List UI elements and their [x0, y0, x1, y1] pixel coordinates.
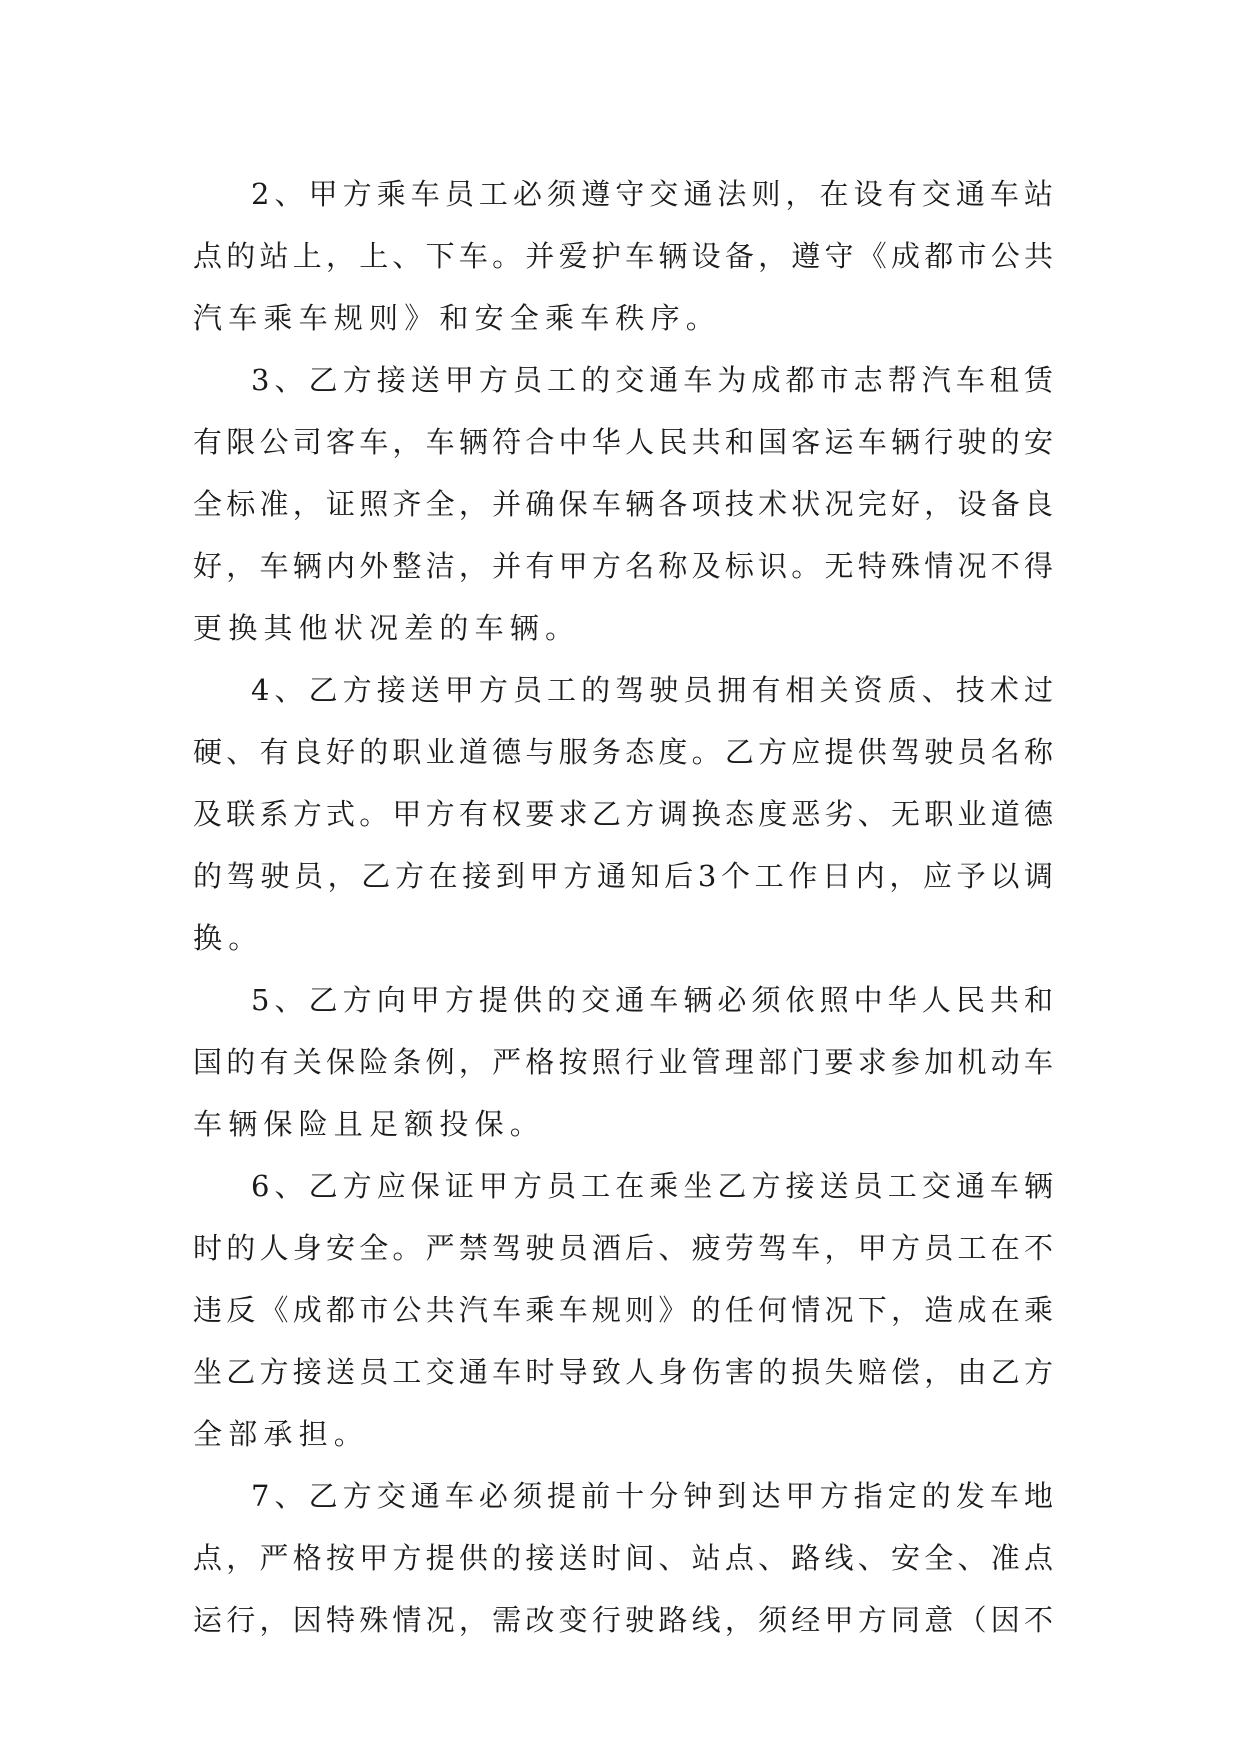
text-line: 全部承担。 — [193, 1417, 370, 1451]
text-line: 点的站上，上、下车。并爱护车辆设备，遵守《成都市公共 — [193, 239, 1053, 273]
text-line: 2、甲方乘车员工必须遵守交通法则，在设有交通车站 — [251, 177, 1053, 211]
text-line: 汽车乘车规则》和安全乘车秩序。 — [193, 301, 722, 335]
paragraph-2 — [193, 163, 1053, 349]
text-line: 违反《成都市公共汽车乘车规则》的任何情况下，造成在乘 — [193, 1293, 1053, 1327]
text-line: 好，车辆内外整洁，并有甲方名称及标识。无特殊情况不得 — [193, 549, 1053, 583]
text-line: 换。 — [193, 921, 264, 955]
text-line: 的驾驶员，乙方在接到甲方通知后3个工作日内，应予以调 — [193, 859, 1053, 893]
paragraph-5 — [193, 969, 1053, 1155]
paragraph-4 — [193, 659, 1053, 969]
text-line: 点，严格按甲方提供的接送时间、站点、路线、安全、准点 — [193, 1541, 1053, 1575]
text-line: 全标准，证照齐全，并确保车辆各项技术状况完好，设备良 — [193, 487, 1053, 521]
text-line: 4、乙方接送甲方员工的驾驶员拥有相关资质、技术过 — [251, 673, 1053, 707]
text-line: 坐乙方接送员工交通车时导致人身伤害的损失赔偿，由乙方 — [193, 1355, 1053, 1389]
text-line: 7、乙方交通车必须提前十分钟到达甲方指定的发车地 — [251, 1479, 1053, 1513]
text-line: 车辆保险且足额投保。 — [193, 1107, 546, 1141]
paragraph-7 — [193, 1465, 1053, 1651]
text-line: 5、乙方向甲方提供的交通车辆必须依照中华人民共和 — [251, 983, 1053, 1017]
text-line: 运行，因特殊情况，需改变行驶路线，须经甲方同意（因不 — [193, 1603, 1053, 1637]
text-line: 3、乙方接送甲方员工的交通车为成都市志帮汽车租赁 — [251, 363, 1053, 397]
paragraph-6 — [193, 1155, 1053, 1465]
text-line: 时的人身安全。严禁驾驶员酒后、疲劳驾车，甲方员工在不 — [193, 1231, 1053, 1265]
text-line: 及联系方式。甲方有权要求乙方调换态度恶劣、无职业道德 — [193, 797, 1053, 831]
text-line: 6、乙方应保证甲方员工在乘坐乙方接送员工交通车辆 — [251, 1169, 1053, 1203]
document-body — [193, 163, 1053, 1651]
text-line: 有限公司客车，车辆符合中华人民共和国客运车辆行驶的安 — [193, 425, 1053, 459]
paragraph-3 — [193, 349, 1053, 659]
text-line: 硬、有良好的职业道德与服务态度。乙方应提供驾驶员名称 — [193, 735, 1053, 769]
text-line: 更换其他状况差的车辆。 — [193, 611, 581, 645]
text-line: 国的有关保险条例，严格按照行业管理部门要求参加机动车 — [193, 1045, 1053, 1079]
